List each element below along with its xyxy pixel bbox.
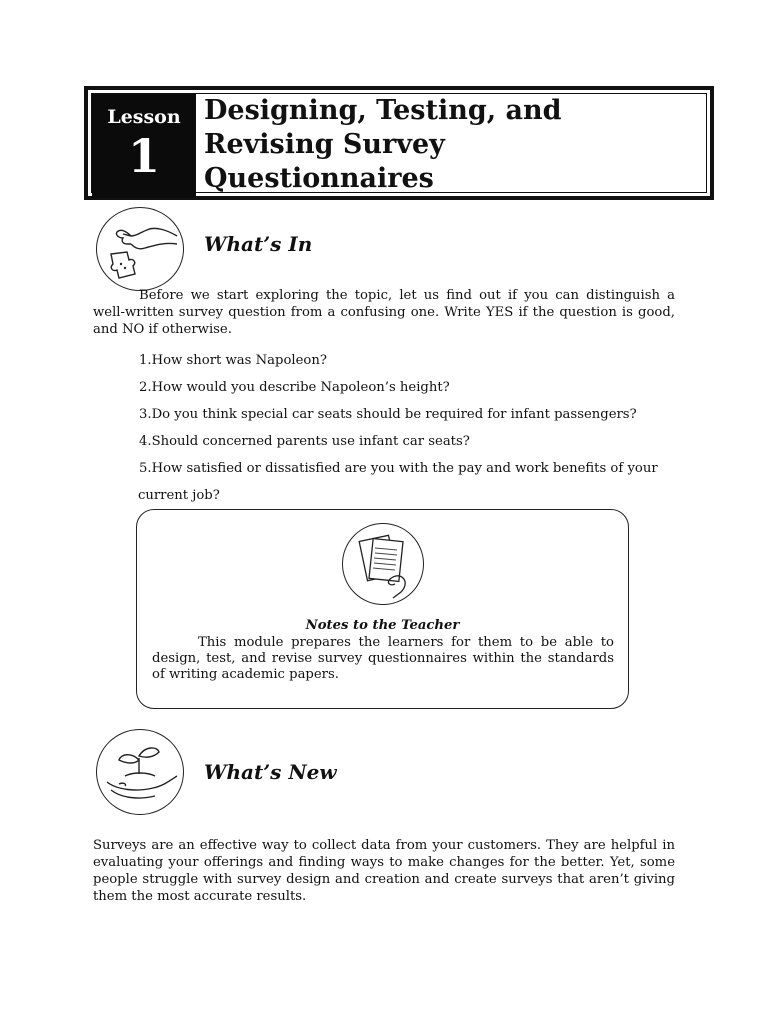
survey-question-4: 4.Should concerned parents use infant car seats? [139, 434, 470, 449]
whats-new-heading: What’s New [204, 760, 337, 784]
lesson-badge [92, 94, 196, 198]
survey-question-5: 5.How satisfied or dissatisfied are you with the pay and work benefits of your [139, 461, 658, 476]
notes-title: Notes to the Teacher [305, 618, 460, 633]
notes-text: This module prepares the learners for them to be able to design, test, and revise survey questionnaires within the standards of writing academic papers. [152, 635, 614, 682]
lesson-label: Lesson [107, 106, 181, 128]
survey-question-list [139, 347, 699, 509]
survey-question-5-continued: current job? [138, 488, 220, 503]
hand-puzzle-piece-icon [96, 207, 184, 291]
lesson-title-line-3: Questionnaires [204, 163, 434, 194]
lesson-title-line-2: Revising Survey [204, 129, 445, 160]
lesson-header [84, 86, 714, 200]
lesson-title-line-1: Designing, Testing, and [204, 95, 562, 126]
survey-question-3: 3.Do you think special car seats should be required for infant passengers? [139, 407, 637, 422]
whats-in-intro-rest: well-written survey question from a confusing one. Write YES if the question is good, and NO if otherwise. [93, 305, 675, 337]
whats-in-intro-line-1: Before we start exploring the topic, let us find out if you can distinguish a [139, 288, 675, 303]
hand-holding-papers-icon [342, 523, 424, 605]
survey-question-2: 2.How would you describe Napoleon’s height? [139, 380, 450, 395]
hand-seedling-icon [96, 729, 184, 815]
survey-question-1: 1.How short was Napoleon? [139, 353, 327, 368]
lesson-title [204, 94, 704, 196]
lesson-number: 1 [127, 129, 160, 183]
whats-in-heading: What’s In [204, 232, 313, 256]
whats-new-paragraph: Surveys are an effective way to collect data from your customers. They are helpful in evaluating your offerings and finding ways to make changes for the better. Yet, some people struggle with survey design and creation and create surveys that aren’t giving them the most accurate results. [93, 838, 675, 904]
notes-to-teacher-box [136, 509, 629, 709]
